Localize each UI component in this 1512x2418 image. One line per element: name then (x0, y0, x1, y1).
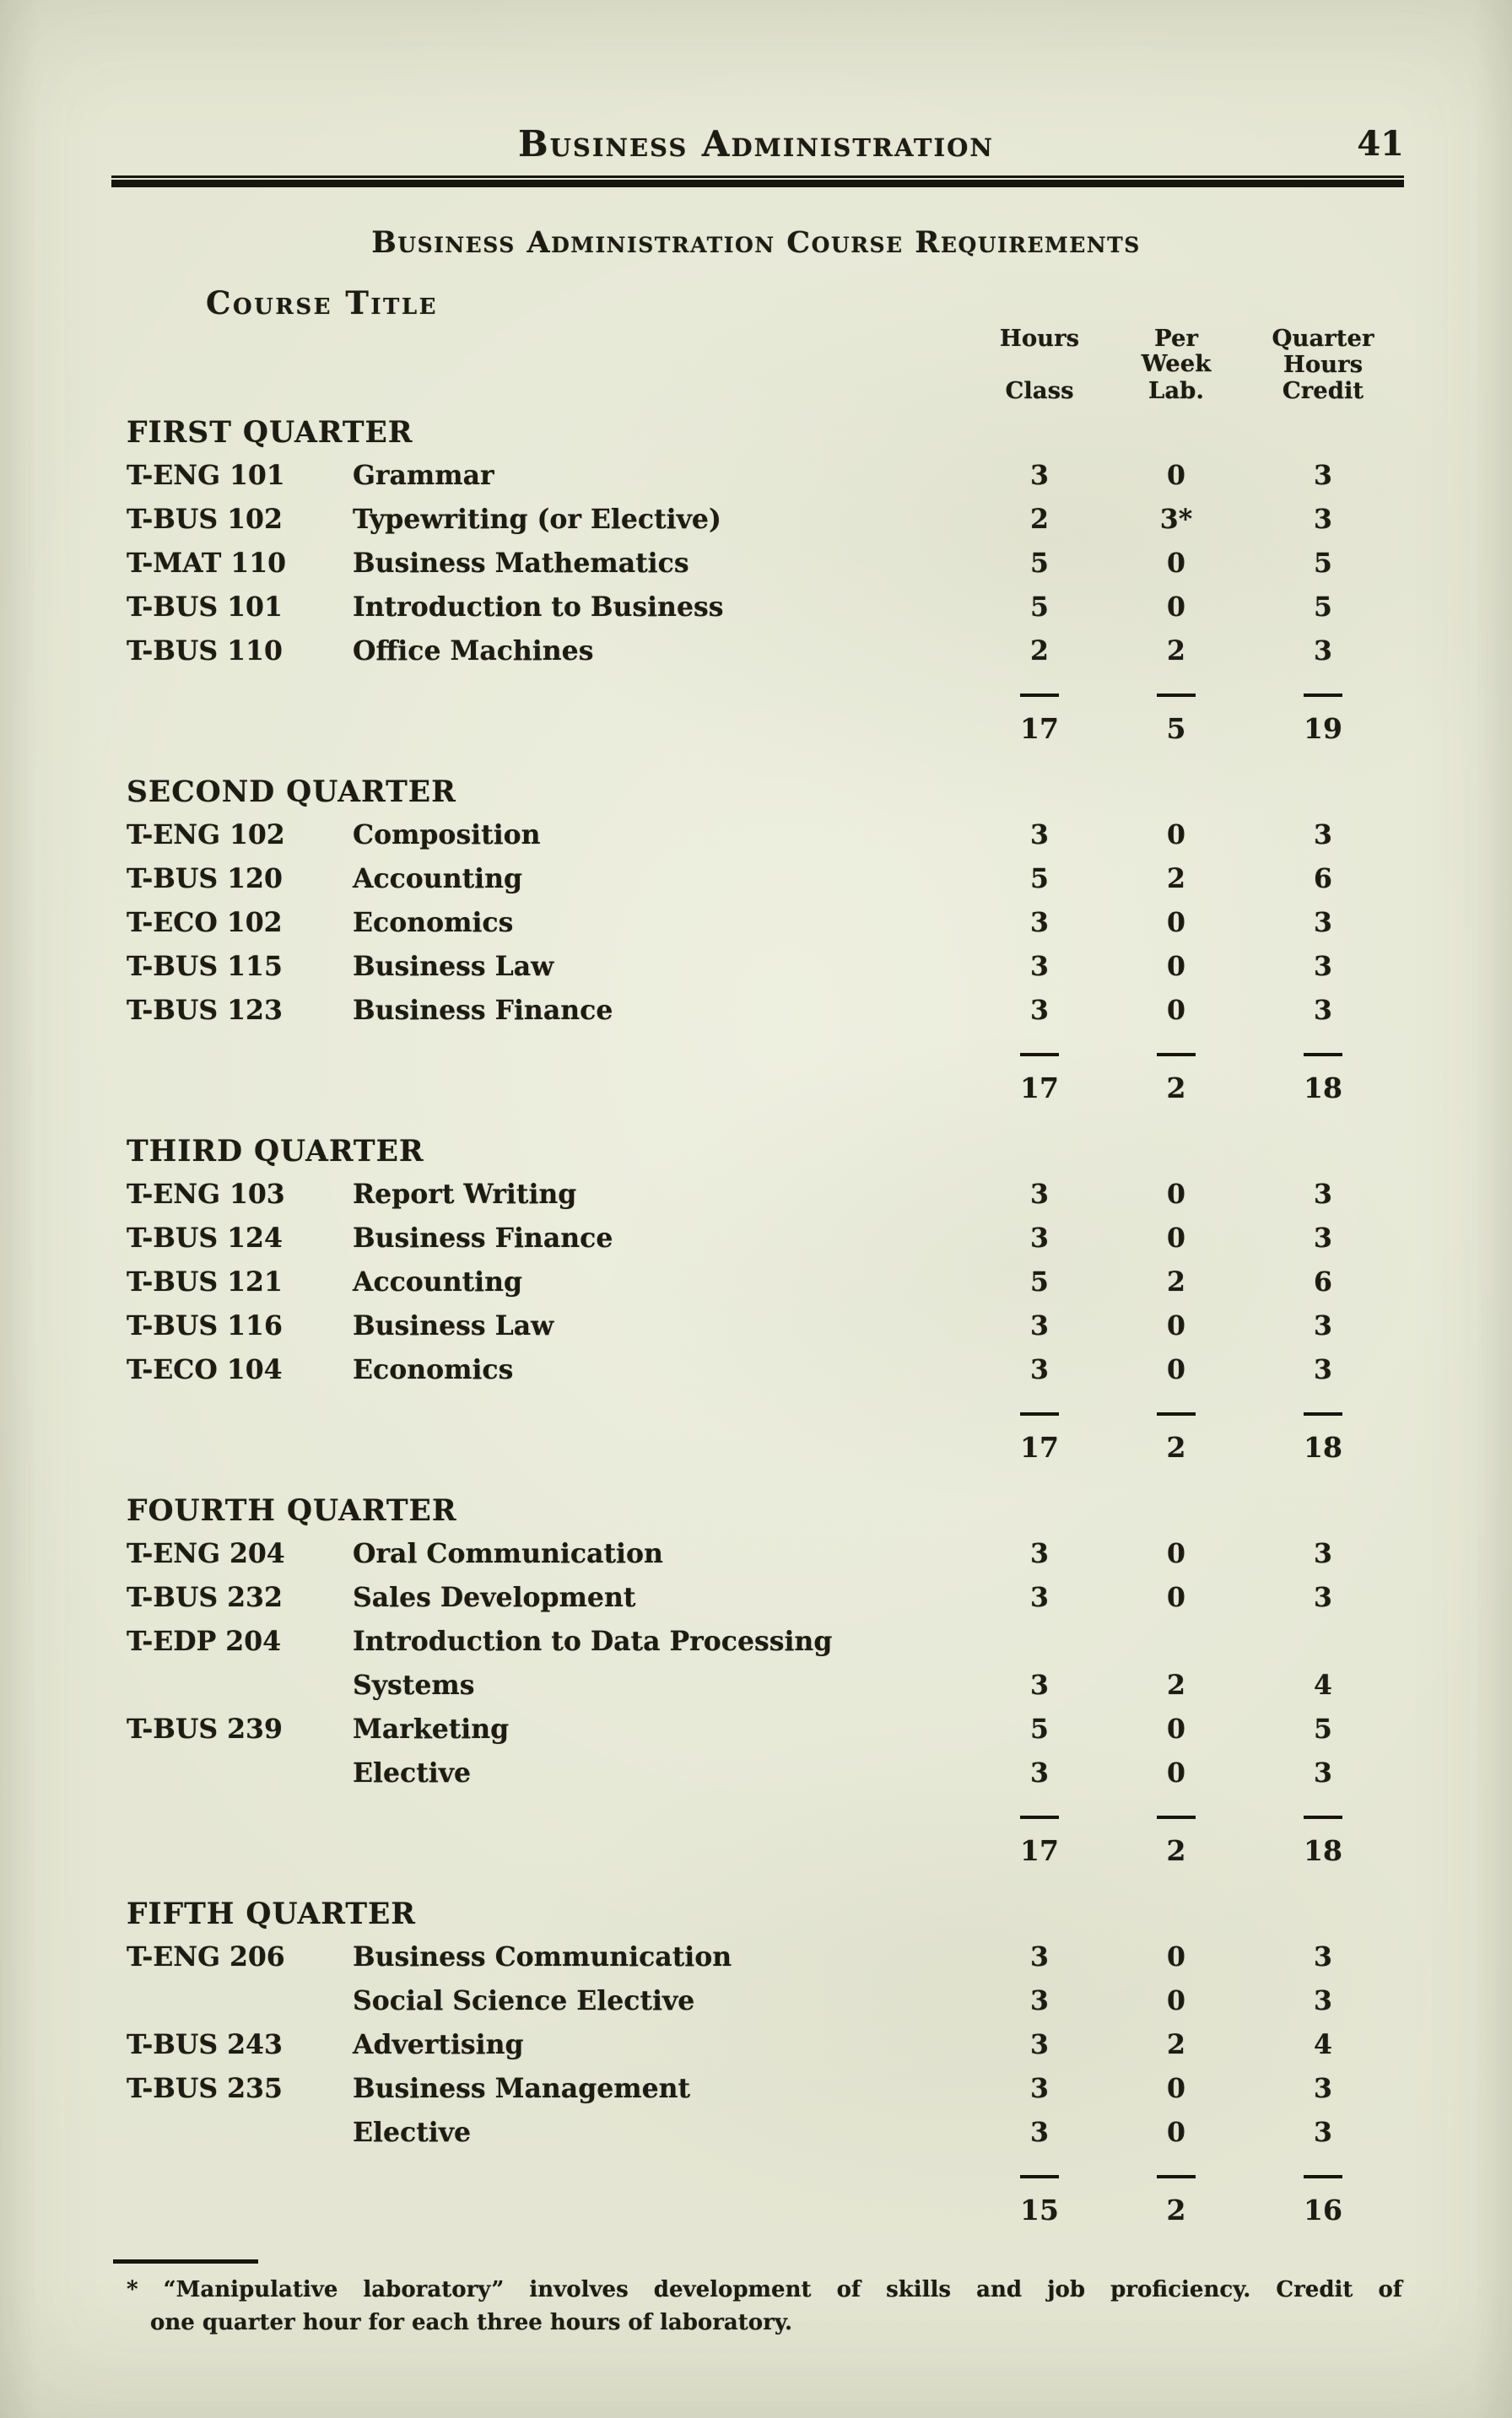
course-name: Business Finance (353, 1222, 613, 1254)
quarter-heading: SECOND QUARTER (127, 775, 456, 809)
quarter-heading: FIFTH QUARTER (127, 1897, 416, 1931)
lab-hours: 0 (1167, 591, 1185, 623)
credit-hours: 3 (1314, 504, 1332, 535)
quarter-totals (127, 683, 1402, 764)
course-code: T-BUS 239 (127, 1714, 283, 1745)
total-class-hours: 17 (1020, 1071, 1059, 1104)
course-name: Economics (353, 1354, 514, 1385)
course-name: Business Law (353, 951, 554, 982)
course-row (127, 1664, 1402, 1708)
class-hours: 3 (1030, 907, 1049, 938)
lab-hours: 0 (1167, 2073, 1185, 2104)
class-hours: 3 (1030, 1985, 1049, 2016)
course-row (127, 1348, 1402, 1392)
class-hours: 3 (1030, 1222, 1049, 1254)
lab-hours: 0 (1167, 1310, 1185, 1341)
class-hours: 3 (1030, 1670, 1049, 1701)
course-row (127, 586, 1402, 629)
total-lab-hours: 5 (1166, 712, 1186, 745)
lab-hours: 0 (1167, 1757, 1185, 1789)
course-code: T-BUS 243 (127, 2029, 283, 2060)
course-name: Business Law (353, 1310, 554, 1341)
lab-hours: 0 (1167, 1714, 1185, 1745)
class-hours: 3 (1030, 460, 1049, 491)
total-rule-lab (1157, 694, 1196, 697)
credit-hours: 3 (1314, 819, 1332, 850)
course-name: Introduction to Business (353, 591, 724, 623)
course-name: Composition (353, 819, 541, 850)
course-row (127, 945, 1402, 989)
total-rule-lab (1157, 2175, 1196, 2178)
credit-hours: 3 (1314, 1354, 1332, 1385)
course-name: Introduction to Data Processing (353, 1626, 833, 1657)
course-name: Elective (353, 2117, 472, 2148)
course-row (127, 498, 1402, 542)
credit-hours: 3 (1314, 1222, 1332, 1254)
quarter-totals (127, 1805, 1402, 1886)
course-code: T-BUS 116 (127, 1310, 283, 1341)
class-hours: 5 (1030, 548, 1049, 579)
lab-hours: 0 (1167, 460, 1185, 491)
class-hours: 5 (1030, 863, 1049, 894)
lab-hours: 2 (1167, 1670, 1185, 1701)
class-hours: 5 (1030, 591, 1049, 623)
page-number: 41 (1357, 124, 1404, 164)
column-header-quarter: Quarter (1272, 325, 1374, 352)
footnote-marker: * (127, 2277, 138, 2302)
class-hours: 3 (1030, 995, 1049, 1026)
course-code: T-BUS 232 (127, 1582, 283, 1613)
credit-hours: 3 (1314, 1582, 1332, 1613)
footnote-text-1: “Manipulative laboratory” involves development of skills and job proficiency. Credit of (163, 2277, 1402, 2302)
total-credit-hours: 18 (1304, 1834, 1342, 1867)
course-name: Grammar (353, 460, 494, 491)
course-row (127, 1576, 1402, 1620)
credit-hours: 5 (1314, 1714, 1332, 1745)
total-rule-lab (1157, 1053, 1196, 1056)
course-code: T-MAT 110 (127, 548, 287, 579)
credit-hours: 6 (1314, 1266, 1332, 1298)
course-row (127, 901, 1402, 945)
credit-hours: 5 (1314, 548, 1332, 579)
credit-hours: 4 (1314, 2029, 1332, 2060)
credit-hours: 3 (1314, 951, 1332, 982)
credit-hours: 3 (1314, 1941, 1332, 1973)
course-code: T-BUS 123 (127, 995, 283, 1026)
total-rule-credit (1304, 1816, 1342, 1819)
course-row (127, 1979, 1402, 2023)
footnote-line-1 (127, 2274, 1402, 2307)
total-lab-hours: 2 (1166, 1071, 1186, 1104)
total-class-hours: 15 (1020, 2194, 1059, 2226)
course-row (127, 1751, 1402, 1795)
total-credit-hours: 18 (1304, 1431, 1342, 1464)
class-hours: 3 (1030, 1757, 1049, 1789)
course-code: T-BUS 115 (127, 951, 283, 982)
class-hours: 3 (1030, 2117, 1049, 2148)
quarter-heading: FIRST QUARTER (127, 416, 413, 450)
course-row (127, 1708, 1402, 1751)
total-lab-hours: 2 (1166, 1834, 1186, 1867)
course-name: Elective (353, 1757, 472, 1789)
class-hours: 3 (1030, 1310, 1049, 1341)
class-hours: 3 (1030, 2029, 1049, 2060)
lab-hours: 0 (1167, 907, 1185, 938)
course-code: T-ENG 102 (127, 819, 285, 850)
class-hours: 5 (1030, 1714, 1049, 1745)
lab-hours: 0 (1167, 1222, 1185, 1254)
course-code: T-BUS 102 (127, 504, 283, 535)
total-rule-class (1020, 1412, 1059, 1416)
total-rule-lab (1157, 1816, 1196, 1819)
course-name: Sales Development (353, 1582, 636, 1613)
course-name: Social Science Elective (353, 1985, 695, 2016)
credit-hours: 3 (1314, 995, 1332, 1026)
credit-hours: 3 (1314, 460, 1332, 491)
course-code: T-ENG 206 (127, 1941, 285, 1973)
course-row (127, 2111, 1402, 2155)
course-name: Accounting (353, 863, 523, 894)
course-name: Report Writing (353, 1179, 577, 1210)
lab-hours: 3* (1159, 504, 1193, 535)
quarter-section-4 (127, 1490, 1402, 1886)
course-row (127, 1304, 1402, 1348)
course-row (127, 542, 1402, 586)
course-code: T-BUS 120 (127, 863, 283, 894)
total-rule-credit (1304, 694, 1342, 697)
total-rule-class (1020, 1816, 1059, 1819)
course-name: Business Finance (353, 995, 613, 1026)
quarter-heading: THIRD QUARTER (127, 1135, 424, 1169)
class-hours: 2 (1030, 635, 1049, 667)
quarter-totals (127, 2165, 1402, 2246)
course-code: T-ECO 104 (127, 1354, 283, 1385)
course-code: T-ENG 204 (127, 1538, 285, 1569)
credit-hours: 3 (1314, 907, 1332, 938)
course-row (127, 1620, 1402, 1664)
total-credit-hours: 18 (1304, 1071, 1342, 1104)
lab-hours: 2 (1167, 863, 1185, 894)
column-header-credit: Credit (1282, 377, 1364, 404)
page-header (0, 0, 1512, 165)
quarter-section-5 (127, 1893, 1402, 2246)
course-name: Business Communication (353, 1941, 732, 1973)
credit-hours: 3 (1314, 1538, 1332, 1569)
class-hours: 3 (1030, 2073, 1049, 2104)
course-code: T-ECO 102 (127, 907, 283, 938)
course-code: T-BUS 101 (127, 591, 283, 623)
column-header-lab: Lab. (1148, 377, 1204, 404)
footnote-line-2: one quarter hour for each three hours of laboratory. (150, 2310, 792, 2335)
course-code: T-ENG 103 (127, 1179, 285, 1210)
total-rule-class (1020, 2175, 1059, 2178)
credit-hours: 6 (1314, 863, 1332, 894)
section-title: Business Administration Course Requirements (371, 225, 1141, 260)
course-name: Advertising (353, 2029, 524, 2060)
lab-hours: 0 (1167, 1941, 1185, 1973)
total-rule-class (1020, 694, 1059, 697)
running-head: Business Administration (518, 123, 994, 165)
credit-hours: 4 (1314, 1670, 1332, 1701)
course-name: Economics (353, 907, 514, 938)
course-name: Business Mathematics (353, 548, 689, 579)
total-credit-hours: 19 (1304, 712, 1342, 745)
lab-hours: 0 (1167, 548, 1185, 579)
lab-hours: 0 (1167, 2117, 1185, 2148)
total-lab-hours: 2 (1166, 1431, 1186, 1464)
course-row (127, 629, 1402, 673)
course-code: T-BUS 124 (127, 1222, 283, 1254)
quarter-totals (127, 1043, 1402, 1124)
class-hours: 5 (1030, 1266, 1049, 1298)
footnote-rule (113, 2259, 258, 2264)
quarter-heading: FOURTH QUARTER (127, 1494, 457, 1528)
total-class-hours: 17 (1020, 1431, 1059, 1464)
class-hours: 3 (1030, 1538, 1049, 1569)
course-name: Accounting (353, 1266, 523, 1298)
lab-hours: 0 (1167, 1985, 1185, 2016)
column-headers (127, 326, 1402, 405)
total-class-hours: 17 (1020, 712, 1059, 745)
quarter-section-1 (127, 412, 1402, 764)
credit-hours: 3 (1314, 1179, 1332, 1210)
class-hours: 3 (1030, 1582, 1049, 1613)
lab-hours: 0 (1167, 951, 1185, 982)
course-row (127, 2023, 1402, 2067)
course-code: T-BUS 235 (127, 2073, 283, 2104)
column-header-hours-class: Hours (999, 325, 1080, 352)
credit-hours: 3 (1314, 1310, 1332, 1341)
course-code: T-EDP 204 (127, 1626, 282, 1657)
course-code: T-ENG 101 (127, 460, 285, 491)
class-hours: 2 (1030, 504, 1049, 535)
class-hours: 3 (1030, 819, 1049, 850)
course-name: Office Machines (353, 635, 594, 667)
class-hours: 3 (1030, 1941, 1049, 1973)
total-class-hours: 17 (1020, 1834, 1059, 1867)
lab-hours: 0 (1167, 819, 1185, 850)
column-header-per-week: Per Week (1141, 325, 1212, 377)
lab-hours: 0 (1167, 1538, 1185, 1569)
lab-hours: 0 (1167, 1582, 1185, 1613)
course-row (127, 989, 1402, 1033)
course-name: Typewriting (or Elective) (353, 504, 721, 535)
credit-hours: 3 (1314, 2073, 1332, 2104)
column-header-hours-credit: Hours (1282, 351, 1364, 378)
lab-hours: 2 (1167, 635, 1185, 667)
class-hours: 3 (1030, 951, 1049, 982)
course-row (127, 1173, 1402, 1217)
course-name: Business Management (353, 2073, 691, 2104)
course-code: T-BUS 110 (127, 635, 283, 667)
quarter-section-3 (127, 1131, 1402, 1483)
total-rule-lab (1157, 1412, 1196, 1416)
class-hours: 3 (1030, 1354, 1049, 1385)
lab-hours: 2 (1167, 2029, 1185, 2060)
lab-hours: 0 (1167, 1354, 1185, 1385)
course-row (127, 857, 1402, 901)
total-credit-hours: 16 (1304, 2194, 1342, 2226)
course-name: Marketing (353, 1714, 510, 1745)
footnote (127, 2274, 1402, 2340)
lab-hours: 2 (1167, 1266, 1185, 1298)
total-rule-credit (1304, 1053, 1342, 1056)
course-row (127, 813, 1402, 857)
header-rule (111, 175, 1404, 187)
credit-hours: 3 (1314, 1985, 1332, 2016)
lab-hours: 0 (1167, 1179, 1185, 1210)
lab-hours: 0 (1167, 995, 1185, 1026)
total-rule-class (1020, 1053, 1059, 1056)
total-lab-hours: 2 (1166, 2194, 1186, 2226)
total-rule-credit (1304, 1412, 1342, 1416)
course-name: Oral Communication (353, 1538, 663, 1569)
course-row (127, 2067, 1402, 2111)
credit-hours: 3 (1314, 635, 1332, 667)
quarter-totals (127, 1402, 1402, 1483)
total-rule-credit (1304, 2175, 1342, 2178)
credit-hours: 3 (1314, 1757, 1332, 1789)
quarter-section-2 (127, 771, 1402, 1124)
credit-hours: 3 (1314, 2117, 1332, 2148)
course-name: Systems (353, 1670, 475, 1701)
class-hours: 3 (1030, 1179, 1049, 1210)
course-row (127, 1260, 1402, 1304)
column-header-class: Class (1005, 377, 1074, 404)
course-row (127, 1532, 1402, 1576)
course-title-label: Course Title (206, 284, 438, 321)
course-code: T-BUS 121 (127, 1266, 283, 1298)
table-content (127, 283, 1402, 2340)
course-row (127, 1935, 1402, 1979)
credit-hours: 5 (1314, 591, 1332, 623)
course-row (127, 454, 1402, 498)
course-row (127, 1217, 1402, 1260)
